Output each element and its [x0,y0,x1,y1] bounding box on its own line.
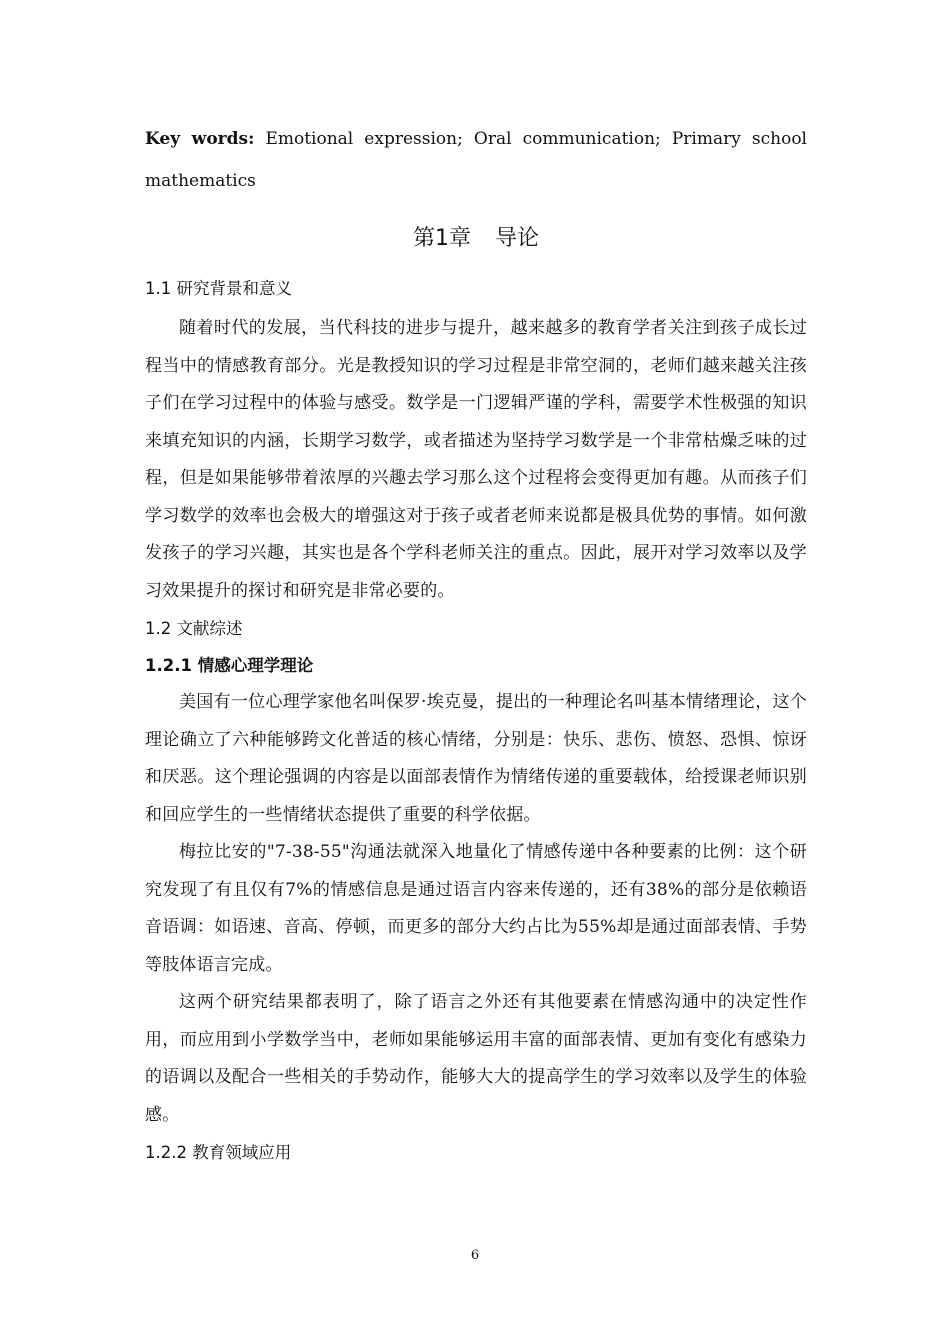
paragraph-background: 随着时代的发展，当代科技的进步与提升，越来越多的教育学者关注到孩子成长过程当中的情感教育部分。光是教授知识的学习过程是非常空洞的，老师们越来越关注孩子们在学习过程中的体验与感受。数学是一门逻辑严谨的学科，需要学术性极强的知识来填充知识的内涵，长期学习数学，或者描述为坚持学习数学是一个非常枯燥乏味的过程，但是如果能够带着浓厚的兴趣去学习那么这个过程将会变得更加有趣。从而孩子们学习数学的效率也会极大的增强这对于孩子或者老师来说都是极具优势的事情。如何激发孩子的学习兴趣，其实也是各个学科老师关注的重点。因此，展开对学习效率以及学习效果提升的探讨和研究是非常必要的。 [145,318,807,601]
section-heading-1-2: 1.2 文献综述 [145,619,243,638]
chapter-title [145,216,807,262]
paragraph-conclusion: 这两个研究结果都表明了，除了语言之外还有其他要素在情感沟通中的决定性作用，而应用到小学数学当中，老师如果能够运用丰富的面部表情、更加有变化有感染力的语调以及配合一些相关的手势动作，能够大大的提高学生的学习效率以及学生的体验感。 [145,992,807,1125]
chapter-name: 导论 [494,226,539,251]
page-number: 6 [470,1248,480,1263]
chapter-number: 第1章 [412,226,471,251]
paragraph-mehrabian: 梅拉比安的"7-38-55"沟通法就深入地量化了情感传递中各种要素的比例：这个研究发现了有且仅有7%的情感信息是通过语言内容来传递的，还有38%的部分是依赖语音语调：如语速、音高、停顿，而更多的部分大约占比为55%却是通过面部表情、手势等肢体语言完成。 [145,842,807,975]
page-content [145,118,807,1171]
keywords-text: Emotional expression; Oral communication; Primary school mathematics [145,129,807,191]
section-heading-1-2-2: 1.2.2 教育领域应用 [145,1143,292,1162]
keywords-label: Key words: [145,129,255,149]
paragraph-ekman: 美国有一位心理学家他名叫保罗·埃克曼，提出的一种理论名叫基本情绪理论，这个理论确立了六种能够跨文化普适的核心情绪，分别是：快乐、悲伤、愤怒、恐惧、惊讶和厌恶。这个理论强调的内容是以面部表情作为情绪传递的重要载体，给授课老师识别和回应学生的一些情绪状态提供了重要的科学依据。 [145,692,807,825]
section-heading-1-1: 1.1 研究背景和意义 [145,279,292,298]
section-heading-1-2-1: 1.2.1 情感心理学理论 [145,656,314,675]
keywords-line [145,118,807,202]
